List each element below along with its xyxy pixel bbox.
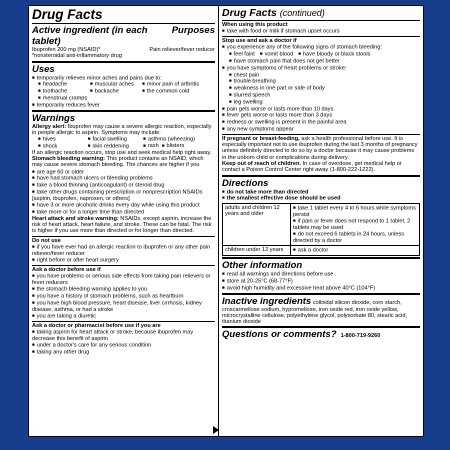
ask-doctor-item: ■ you have high blood pressure, heart disease, liver cirrhosis, kidney disease, asthma, or had a stroke bbox=[32, 300, 215, 313]
uses-item: ■ menstrual cramps bbox=[38, 95, 90, 102]
inactive-text: colloidal silicon dioxide, corn starch, croscarmellose sodium, hypromellose, iron oxide red, iron oxide yellow, microcrystalline cellulose, polyethylene glycol, polysorbate 80, stearic acid, titanium dioxide bbox=[222, 299, 407, 326]
directions-heading: Directions bbox=[222, 177, 269, 189]
directions-item: ■ do not take more than directed bbox=[222, 189, 420, 196]
stroke-item: ■ leg swelling bbox=[222, 99, 420, 106]
ask-doctor-heading: Ask a doctor before use if bbox=[32, 266, 101, 273]
allergy-item: ■ skin reddening bbox=[88, 143, 143, 150]
inactive-heading: Inactive ingredients bbox=[222, 295, 312, 307]
uses-item: ■ minor pain of arthritis bbox=[142, 81, 215, 88]
stomach-item: ■ take more or for a longer time than directed bbox=[32, 209, 215, 216]
stroke-item: ■ slurred speech bbox=[222, 92, 420, 99]
uses-heading: Uses bbox=[32, 63, 55, 75]
stomach-item: ■ take a blood thinning (anticoagulant) or steroid drug bbox=[32, 182, 215, 189]
uses-intro: ■ temporarily relieves minor aches and pains due to: bbox=[32, 75, 215, 82]
drug-facts-title: Drug Facts bbox=[32, 7, 103, 22]
stroke-item: ■ chest pain bbox=[222, 72, 420, 79]
footnote: *nonsteroidal anti-inflammatory drug bbox=[32, 53, 122, 60]
allergy-item: ■ shock bbox=[38, 143, 88, 150]
ask-doctor-item: ■ the stomach bleeding warning applies to you bbox=[32, 286, 215, 293]
allergy-label: Allergy alert: bbox=[32, 123, 67, 130]
other-info-item: ■ read all warnings and directions before use bbox=[222, 271, 420, 278]
ask-pharmacist-item: ■ taking any other drug bbox=[32, 349, 215, 356]
allergy-after: If an allergic reaction occurs, stop use and seek medical help right away. bbox=[32, 149, 212, 156]
allergy-item: ■ asthma (wheezing) bbox=[143, 136, 215, 143]
stomach-text: This product contains an NSAID, which may cause severe stomach bleeding. The chances are higher if you bbox=[32, 156, 204, 169]
stop-use-item: ■ pain gets worse or lasts more than 10 days bbox=[222, 106, 420, 113]
dosage-table bbox=[222, 203, 420, 256]
active-ingredient-heading: Active ingredient (in each tablet) bbox=[32, 25, 148, 47]
bleeding-sign: ■ vomit blood bbox=[260, 51, 293, 58]
continue-arrow-icon bbox=[213, 426, 219, 434]
bleeding-sign: ■ have bloody or black stools bbox=[298, 51, 370, 58]
ingredient-text: Ibuprofen 200 mg (NSAID)* bbox=[32, 47, 101, 53]
allergy-item: ■ blisters bbox=[162, 143, 184, 149]
keep-out-label: Keep out of reach of children. bbox=[222, 160, 301, 167]
stop-use-intro: ■ you experience any of the following signs of stomach bleeding: bbox=[222, 44, 420, 51]
stroke-item: ■ trouble breathing bbox=[222, 78, 420, 85]
directions-item: ■ the smallest effective dose should be used bbox=[222, 195, 420, 202]
stomach-item: ■ are age 60 or older bbox=[32, 169, 215, 176]
ask-doctor-item: ■ you are taking a diuretic bbox=[32, 313, 215, 320]
when-using-heading: When using this product bbox=[222, 22, 288, 28]
other-info-item: ■ avoid high humidity and excessive heat above 40°C (104°F) bbox=[222, 285, 420, 292]
bleeding-sign: ■ have stomach pain that does not get better bbox=[222, 58, 420, 65]
pregnancy-text: ask a health professional before use. It is especially important not to use ibuprofen during the last 3 months of pregnancy unless definitely directed to do so by a doctor because it may cause problems in the unborn child or complications during delivery. bbox=[222, 135, 418, 161]
bleeding-sign: ■ feel faint bbox=[229, 51, 255, 58]
allergy-text: Ibuprofen may cause a severe allergic reaction, especially in people allergic to aspirin. Symptoms may include: bbox=[32, 123, 212, 136]
uses-item: ■ backache bbox=[90, 88, 142, 95]
do-not-use-item: ■ if you have ever had an allergic reaction to ibuprofen or any other pain reliever/fever reducer bbox=[32, 244, 215, 257]
adults-label: adults and children 12 years and older bbox=[223, 204, 291, 246]
stomach-label: Stomach bleeding warning: bbox=[32, 156, 106, 163]
keep-out-text: In case of overdose, get medical help or contact a Poison Control Center right away (1-800-222-1222). bbox=[222, 160, 402, 174]
warnings-heading: Warnings bbox=[32, 112, 76, 124]
heart-label: Heart attack and stroke warning: bbox=[32, 215, 119, 222]
stomach-item: ■ have had stomach ulcers or bleeding problems bbox=[32, 175, 215, 182]
stroke-item: ■ weakness in one part or side of body bbox=[222, 85, 420, 92]
uses-fever: ■ temporarily reduces fever bbox=[32, 102, 215, 109]
pregnancy-label: If pregnant or breast-feeding, bbox=[222, 135, 300, 142]
children-label: children under 12 years bbox=[223, 246, 291, 255]
adults-item: ■ take 1 tablet every 4 to 6 hours while symptoms persist bbox=[293, 205, 417, 218]
stomach-item: ■ have 3 or more alcoholic drinks every day while using this product bbox=[32, 202, 215, 209]
stop-use-heading: Stop use and ask a doctor if bbox=[222, 38, 297, 45]
stop-use-item: ■ redness or swelling is present in the painful area bbox=[222, 119, 420, 126]
do-not-use-item: ■ right before or after heart surgery bbox=[32, 257, 215, 264]
purpose-text: Pain reliever/fever reducer bbox=[149, 47, 215, 53]
ask-pharmacist-heading: Ask a doctor or pharmacist before use if you are bbox=[32, 322, 161, 329]
left-column bbox=[29, 6, 219, 436]
uses-list bbox=[32, 81, 215, 101]
uses-item: ■ headache bbox=[38, 81, 90, 88]
drug-facts-panel bbox=[28, 5, 424, 437]
other-info-heading: Other information bbox=[222, 260, 303, 272]
ask-doctor-item: ■ you have problems or serious side effects from taking pain relievers or fever reducers bbox=[32, 273, 215, 286]
continued-label: (continued) bbox=[279, 8, 325, 18]
allergy-item: ■ rash bbox=[143, 143, 159, 149]
stroke-intro: ■ you have symptoms of heart problems or stroke: bbox=[222, 65, 420, 72]
purposes-heading: Purposes bbox=[171, 25, 215, 36]
when-using-item: ■ take with food or milk if stomach upset occurs bbox=[222, 28, 420, 35]
uses-item: ■ muscular aches bbox=[90, 81, 142, 88]
drug-facts-continued-title: Drug Facts bbox=[222, 7, 277, 19]
allergy-item: ■ facial swelling bbox=[88, 136, 143, 143]
heart-text: NSAIDs, except aspirin, increase the risk of heart attack, heart failure, and stroke. These can be fatal. The risk is higher if you use more than directed or for longer than directed. bbox=[32, 215, 212, 235]
stop-use-item: ■ fever gets worse or lasts more than 3 days bbox=[222, 112, 420, 119]
allergy-item: ■ hives bbox=[38, 136, 88, 143]
ask-pharmacist-item: ■ under a doctor's care for any serious condition bbox=[32, 342, 215, 349]
ask-pharmacist-item: ■ taking aspirin for heart attack or stroke, because ibuprofen may decrease this benefit of aspirin bbox=[32, 329, 215, 342]
phone-number[interactable]: 1-800-719-9260 bbox=[340, 333, 381, 340]
stop-use-item: ■ any new symptoms appear bbox=[222, 126, 420, 133]
stomach-item: ■ take other drugs containing prescription or nonprescription NSAIDs [aspirin, ibuprofen, naproxen, or others] bbox=[32, 189, 215, 202]
adults-item: ■ do not exceed 6 tablets in 24 hours, unless directed by a doctor bbox=[293, 231, 417, 244]
children-text: ■ ask a doctor bbox=[291, 246, 419, 255]
right-column bbox=[219, 6, 423, 436]
questions-heading: Questions or comments? bbox=[222, 329, 337, 341]
ask-doctor-item: ■ you have a history of stomach problems, such as heartburn bbox=[32, 293, 215, 300]
other-info-item: ■ store at 20-25°C (68-77°F) bbox=[222, 278, 420, 285]
allergy-list bbox=[32, 136, 215, 150]
adults-item: ■ if pain or fever does not respond to 1 tablet, 2 tablets may be used bbox=[293, 218, 417, 231]
do-not-use-heading: Do not use bbox=[32, 237, 61, 244]
uses-item: ■ the common cold bbox=[142, 88, 215, 95]
uses-item: ■ toothache bbox=[38, 88, 90, 95]
